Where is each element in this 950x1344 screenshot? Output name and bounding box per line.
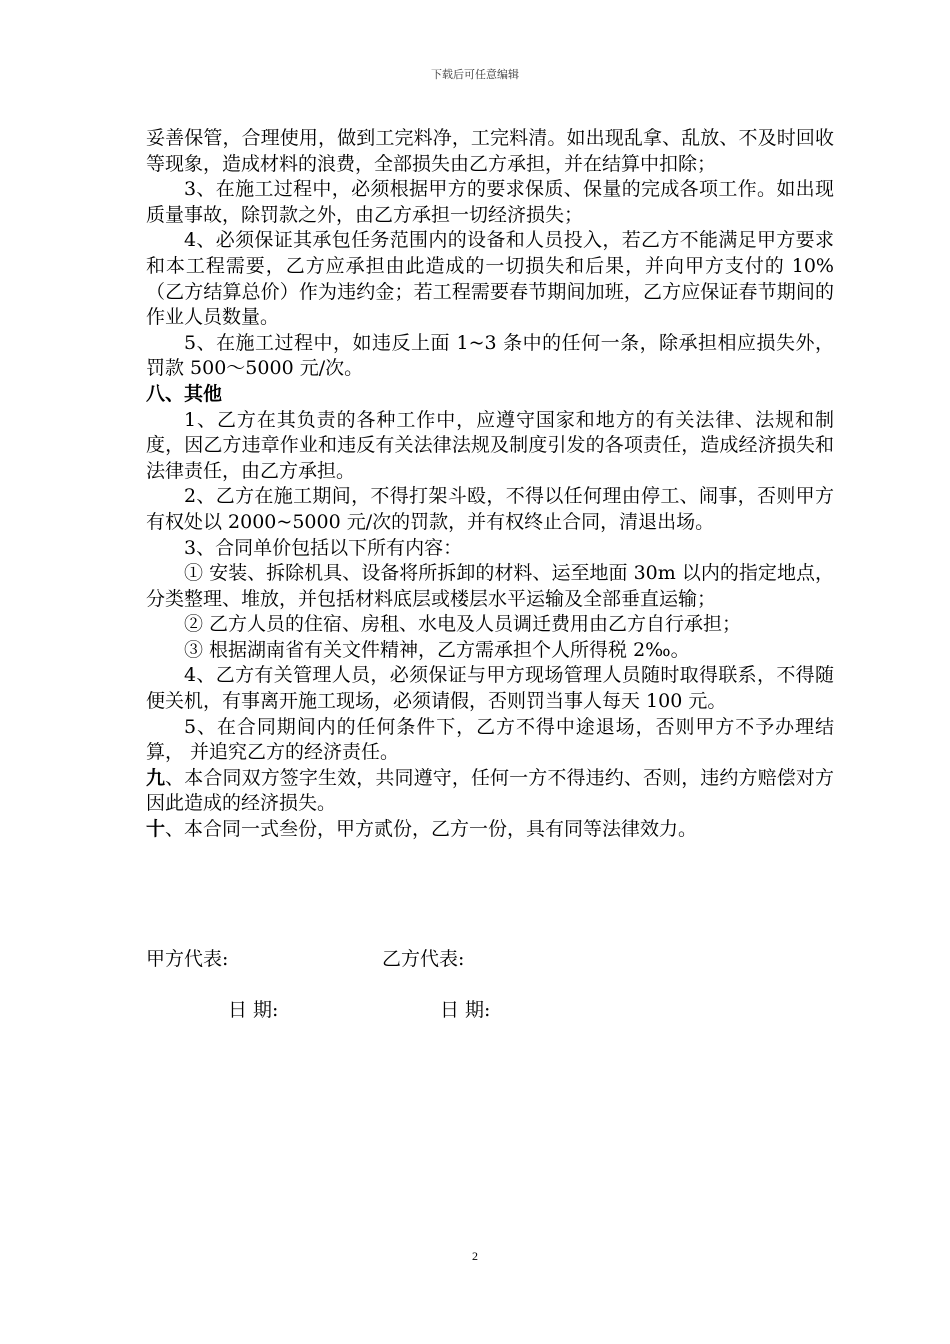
clause-7-3: 3、在施工过程中，必须根据甲方的要求保质、保量的完成各项工作。如出现质量事故，除罚款之外，由乙方承担一切经济损失； bbox=[146, 178, 834, 226]
clause-8-2: 2、乙方在施工期间，不得打架斗殴，不得以任何理由停工、闹事，否则甲方有权处以 2000~5000 元/次的罚款，并有权终止合同，清退出场。 bbox=[146, 485, 834, 533]
date-row bbox=[146, 997, 834, 1023]
party-b-representative-label: 乙方代表: bbox=[382, 948, 465, 970]
section-9 bbox=[146, 766, 834, 817]
party-b-date-label: 日 期: bbox=[440, 999, 491, 1021]
contract-body bbox=[146, 126, 834, 843]
signature-block bbox=[146, 946, 834, 1023]
section-9-text: 、本合同双方签字生效，共同遵守，任何一方不得违约、否则，违约方赔偿对方因此造成的经济损失。 bbox=[146, 766, 834, 815]
clause-7-5: 5、在施工过程中，如违反上面 1~3 条中的任何一条，除承担相应损失外，罚款 500～5000 元/次。 bbox=[146, 331, 834, 380]
section-10 bbox=[146, 817, 834, 843]
page-number: 2 bbox=[472, 1249, 478, 1263]
paragraph-materials: 妥善保管，合理使用，做到工完料净，工完料清。如出现乱拿、乱放、不及时回收等现象，造成材料的浪费，全部损失由乙方承担，并在结算中扣除； bbox=[146, 127, 834, 175]
clause-8-5: 5、在合同期间内的任何条件下，乙方不得中途退场，否则甲方不予办理结算， 并追究乙方的经济责任。 bbox=[146, 715, 834, 764]
section-10-text: 、本合同一式叁份，甲方贰份，乙方一份，具有同等法律效力。 bbox=[165, 818, 698, 841]
clause-8-1: 1、乙方在其负责的各种工作中，应遵守国家和地方的有关法律、法规和制度，因乙方违章作业和违反有关法律法规及制度引发的各项责任，造成经济损失和法律责任，由乙方承担。 bbox=[146, 408, 834, 482]
clause-8-4: 4、乙方有关管理人员，必须保证与甲方现场管理人员随时取得联系，不得随便关机，有事离开施工现场，必须请假，否则罚当事人每天 100 元。 bbox=[146, 664, 834, 713]
clause-8-3-item-2: ② 乙方人员的住宿、房租、水电及人员调迁费用由乙方自行承担； bbox=[184, 613, 742, 636]
party-a-representative-label: 甲方代表: bbox=[146, 948, 229, 970]
section-10-label: 十 bbox=[146, 818, 166, 841]
clause-7-4: 4、必须保证其承包任务范围内的设备和人员投入，若乙方不能满足甲方要求和本工程需要，乙方应承担由此造成的一切损失和后果，并向甲方支付的 10%（乙方结算总价）作为违约金；若工程需要春节期间加班，乙方应保证春节期间的作业人员数量。 bbox=[146, 229, 834, 329]
representative-row bbox=[146, 946, 834, 972]
clause-8-3-item-3: ③ 根据湖南省有关文件精神，乙方需承担个人所得税 2‰。 bbox=[184, 638, 690, 661]
clause-8-3-item-1: ① 安装、拆除机具、设备将所拆卸的材料、运至地面 30m 以内的指定地点，分类整理、堆放，并包括材料底层或楼层水平运输及全部垂直运输； bbox=[146, 562, 834, 610]
section-8-title: 八、其他 bbox=[146, 382, 223, 405]
page-header-note: 下载后可任意编辑 bbox=[431, 68, 519, 81]
clause-8-3: 3、合同单价包括以下所有内容： bbox=[184, 536, 463, 559]
party-a-date-label: 日 期: bbox=[228, 999, 279, 1021]
section-9-label: 九 bbox=[146, 766, 166, 789]
